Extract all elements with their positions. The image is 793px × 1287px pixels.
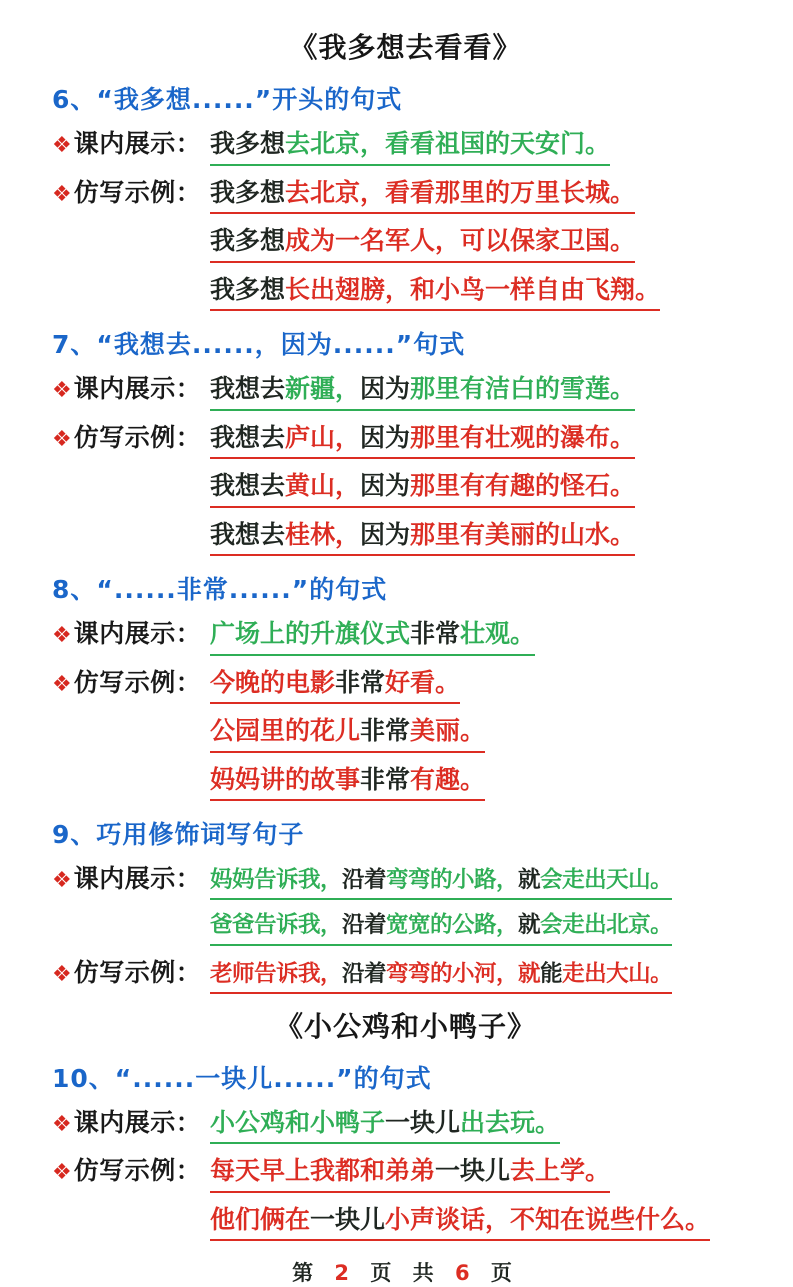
text-segment: 有趣。 <box>410 764 486 794</box>
text-segment: 沿着 <box>342 867 387 893</box>
text-segment: 我想去 <box>210 422 286 452</box>
text-segment: 庐山， <box>285 422 361 452</box>
text-segment: 公园里的花儿 <box>210 716 361 745</box>
text-segment: 出去玩。 <box>460 1107 561 1137</box>
entry-label: 仿写示例： <box>73 667 202 697</box>
sentence <box>210 177 635 215</box>
text-segment: 那里有有趣的怪石。 <box>410 471 636 500</box>
text-segment: 妈妈讲的故事 <box>210 764 361 794</box>
text-segment: 长出翅膀，和小鸟一样自由飞翔。 <box>285 274 661 304</box>
footer-segment: 页 共 <box>356 1261 455 1286</box>
text-segment: 新疆， <box>285 374 361 403</box>
text-segment: 壮观。 <box>460 619 536 648</box>
continuation-line <box>52 911 759 945</box>
entry-line <box>52 618 759 656</box>
sentence <box>210 1155 610 1193</box>
diamond-bullet-icon: ❖ <box>52 671 72 697</box>
entry-line <box>52 373 759 411</box>
text-segment: 小公鸡和小鸭子 <box>210 1107 386 1137</box>
diamond-bullet-icon: ❖ <box>52 1111 72 1137</box>
text-segment: 非常 <box>335 667 386 697</box>
label-box <box>52 422 210 455</box>
entry-label: 课内展示： <box>73 129 202 158</box>
text-segment: 弯弯的小河， <box>386 960 519 987</box>
entry-line <box>52 177 759 215</box>
sentence <box>210 274 660 312</box>
diamond-bullet-icon: ❖ <box>52 1160 72 1186</box>
entry-label: 仿写示例： <box>73 1156 202 1186</box>
page-footer <box>52 1257 759 1287</box>
entry-label: 课内展示： <box>73 864 202 893</box>
entry-line <box>52 128 759 166</box>
label-box <box>52 128 210 161</box>
label-box <box>52 1107 210 1140</box>
text-segment: 弯弯的小路， <box>386 867 519 893</box>
text-segment: 我想去 <box>210 471 286 500</box>
sentence <box>210 715 485 753</box>
section-heading: 8、“......非常......”的句式 <box>52 575 388 604</box>
diamond-bullet-icon: ❖ <box>52 426 72 452</box>
diamond-bullet-icon: ❖ <box>52 378 72 403</box>
text-segment: 妈妈告诉我， <box>210 867 343 893</box>
sentence <box>210 1107 560 1145</box>
text-segment: 走出大山。 <box>562 960 673 987</box>
continuation-line <box>52 225 759 263</box>
sentence <box>210 911 672 945</box>
entry-label: 仿写示例： <box>73 422 202 452</box>
entry-line <box>52 1107 759 1145</box>
text-segment: 沿着 <box>342 912 387 939</box>
text-segment: 会走出北京。 <box>540 912 673 939</box>
text-segment: 因为 <box>360 519 411 549</box>
continuation-line <box>52 764 759 802</box>
text-segment: 一块儿 <box>435 1156 511 1186</box>
sentence <box>210 866 672 900</box>
text-segment: 因为 <box>360 374 411 403</box>
label-box <box>52 177 210 210</box>
text-segment: 成为一名军人，可以保家卫国。 <box>285 226 636 255</box>
text-segment: 能 <box>540 960 563 987</box>
entry-line <box>52 1155 759 1193</box>
sentence <box>210 422 635 460</box>
footer-segment: 页 <box>476 1261 519 1286</box>
text-segment: 桂林， <box>285 519 361 549</box>
section-heading: 7、“我想去......，因为......”句式 <box>52 330 466 359</box>
text-segment: 我想去 <box>210 519 286 549</box>
sentence <box>210 128 610 166</box>
text-segment: 广场上的升旗仪式 <box>210 619 411 648</box>
sentence <box>210 1204 710 1242</box>
document-title: 《我多想去看看》 <box>289 31 522 64</box>
section-heading: 10、“......一块儿......”的句式 <box>52 1063 432 1093</box>
entry-line <box>52 863 759 900</box>
text-segment: 我想去 <box>210 374 286 403</box>
text-segment: 我多想 <box>210 274 286 304</box>
text-segment: 宽宽的公路， <box>386 912 519 939</box>
sentence <box>210 618 535 656</box>
entry-label: 课内展示： <box>73 374 202 403</box>
entry-label: 仿写示例： <box>73 957 202 987</box>
sentence <box>210 960 672 994</box>
text-segment: 非常 <box>360 764 411 794</box>
diamond-bullet-icon: ❖ <box>52 181 72 207</box>
diamond-bullet-icon: ❖ <box>52 623 72 648</box>
text-segment: 因为 <box>360 471 411 500</box>
sentence <box>210 470 635 508</box>
text-segment: 去上学。 <box>510 1156 611 1186</box>
footer-segment: 6 <box>454 1261 477 1286</box>
text-segment: 黄山， <box>285 471 361 500</box>
document-title: 《小公鸡和小鸭子》 <box>274 1009 536 1043</box>
text-segment: 那里有美丽的山水。 <box>410 519 636 549</box>
continuation-line <box>52 519 759 557</box>
text-segment: 他们俩在 <box>210 1204 311 1234</box>
footer-segment: 2 <box>334 1261 357 1286</box>
text-segment: 美丽。 <box>410 716 486 745</box>
footer-segment: 第 <box>292 1261 335 1286</box>
text-segment: 我多想 <box>210 129 286 158</box>
text-segment: 沿着 <box>342 960 387 987</box>
diamond-bullet-icon: ❖ <box>52 961 72 987</box>
label-box <box>52 1155 210 1188</box>
text-segment: 今晚的电影 <box>210 667 336 697</box>
sentence <box>210 519 635 557</box>
text-segment: 爸爸告诉我， <box>210 912 343 939</box>
text-segment: 小声谈话，不知在说些什么。 <box>385 1204 711 1234</box>
sentence <box>210 764 485 802</box>
label-box <box>52 618 210 651</box>
text-segment: 非常 <box>410 619 461 648</box>
entry-label: 课内展示： <box>73 619 202 648</box>
text-segment: 就 <box>518 912 541 939</box>
sentence <box>210 225 635 263</box>
entry-label: 仿写示例： <box>73 177 202 207</box>
text-segment: 老师告诉我， <box>210 960 343 987</box>
label-box <box>52 863 210 896</box>
entry-line <box>52 957 759 994</box>
text-segment: 因为 <box>360 422 411 452</box>
sentence <box>210 373 635 411</box>
section-heading: 9、巧用修饰词写句子 <box>52 820 305 849</box>
continuation-line <box>52 715 759 753</box>
text-segment: 一块儿 <box>310 1204 386 1234</box>
continuation-line <box>52 274 759 312</box>
text-segment: 那里有洁白的雪莲。 <box>410 374 636 403</box>
label-box <box>52 373 210 406</box>
continuation-line <box>52 1204 759 1242</box>
text-segment: 一块儿 <box>385 1107 461 1137</box>
text-segment: 那里有壮观的瀑布。 <box>410 422 636 452</box>
document-body <box>52 26 759 1241</box>
text-segment: 就 <box>518 960 541 987</box>
text-segment: 会走出天山。 <box>540 867 673 893</box>
diamond-bullet-icon: ❖ <box>52 133 72 158</box>
label-box <box>52 667 210 700</box>
entry-label: 课内展示： <box>73 1107 202 1137</box>
section-heading: 6、“我多想......”开头的句式 <box>52 85 403 114</box>
text-segment: 好看。 <box>385 667 461 697</box>
text-segment: 就 <box>518 867 541 893</box>
entry-line <box>52 667 759 705</box>
text-segment: 去北京，看看那里的万里长城。 <box>285 177 636 207</box>
continuation-line <box>52 470 759 508</box>
sentence <box>210 667 460 705</box>
text-segment: 非常 <box>360 716 411 745</box>
text-segment: 我多想 <box>210 226 286 255</box>
entry-line <box>52 422 759 460</box>
text-segment: 我多想 <box>210 177 286 207</box>
diamond-bullet-icon: ❖ <box>52 868 72 893</box>
label-box <box>52 957 210 990</box>
text-segment: 每天早上我都和弟弟 <box>210 1156 436 1186</box>
text-segment: 去北京，看看祖国的天安门。 <box>285 129 611 158</box>
